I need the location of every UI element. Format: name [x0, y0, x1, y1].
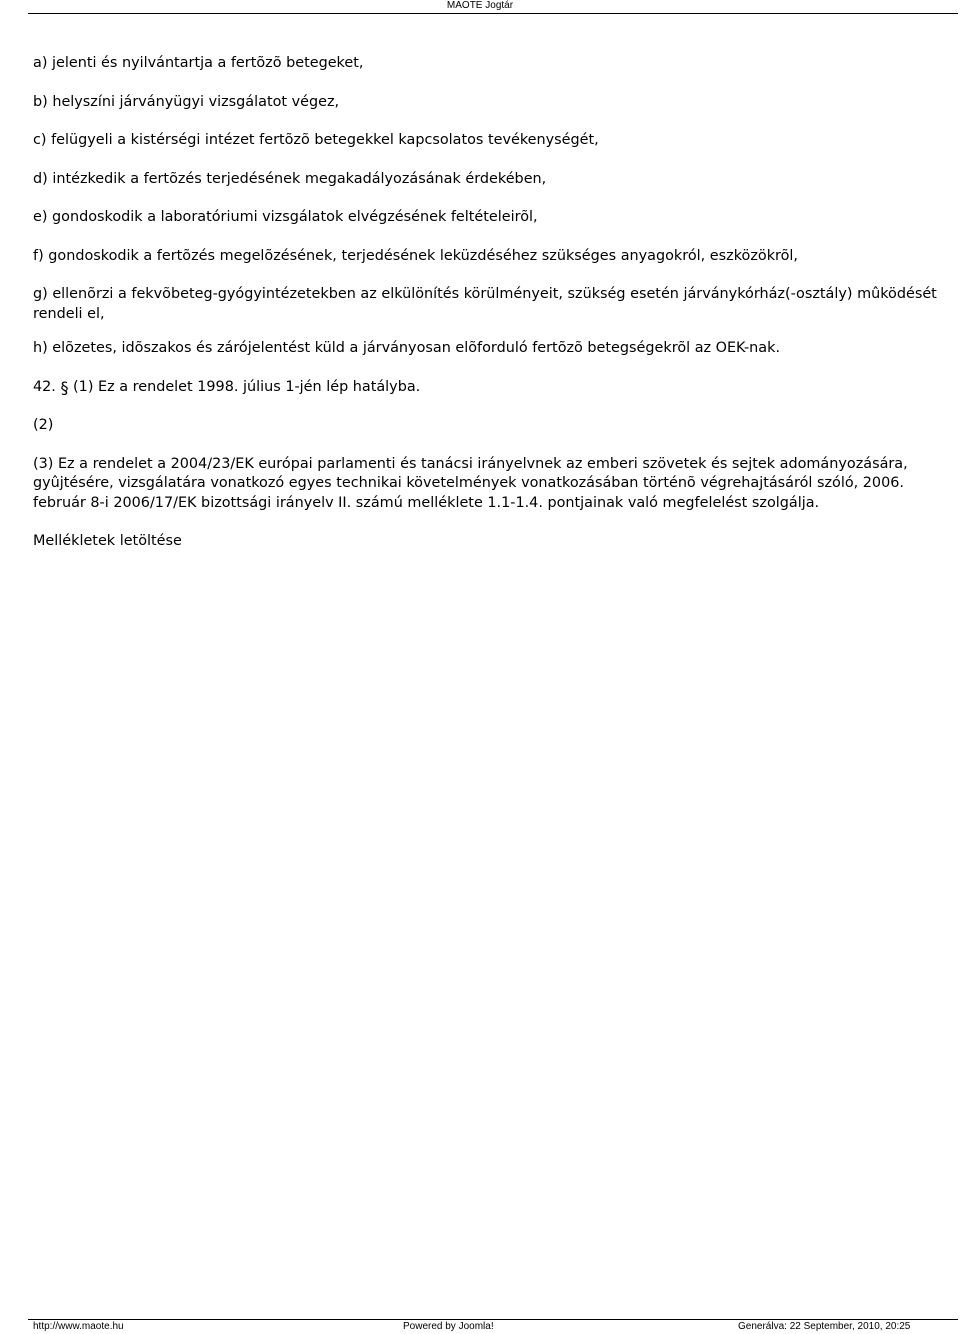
footer-generated-date: Generálva: 22 September, 2010, 20:25: [738, 1321, 911, 1332]
list-item-b: b) helyszíni járványügyi vizsgálatot végez,: [33, 93, 340, 110]
list-item-a: a) jelenti és nyilvántartja a fertõzõ betegeket,: [33, 55, 364, 71]
attachments-download-link[interactable]: Mellékletek letöltése: [33, 533, 182, 549]
list-item-h: h) elõzetes, idõszakos és zárójelentést küld a járványosan elõforduló fertõzõ betegségekrõl az OEK-nak.: [33, 340, 781, 356]
section-symbol: §: [60, 377, 69, 397]
footer-divider: [28, 1319, 958, 1320]
header-divider: [28, 13, 958, 14]
section-42: [33, 378, 958, 398]
paragraph-3: (3) Ez a rendelet a 2004/23/EK európai parlamenti és tanácsi irányelvnek az emberi szövetek és sejtek adományozására, gyûjtésére, vizsgálatára vonatkozó egyes technikai követelmények vonatkozásában történõ végrehajtásáról szóló, 2006. február 8-i 2006/17/EK bizottsági irányelv II. számú melléklete 1.1-1.4. pontjainak való megfelelést szolgálja.: [33, 455, 908, 511]
list-item-c: c) felügyeli a kistérségi intézet fertõzõ betegekkel kapcsolatos tevékenységét,: [33, 132, 599, 148]
document-body: [33, 54, 958, 552]
section-text: (1) Ez a rendelet 1998. július 1-jén lép hatályba.: [73, 378, 421, 395]
paragraph-2: (2): [33, 417, 54, 433]
footer-url-link[interactable]: http://www.maote.hu: [33, 1321, 124, 1332]
list-item-d: d) intézkedik a fertõzés terjedésének megakadályozásának érdekében,: [33, 170, 547, 187]
list-item-g: g) ellenõrzi a fekvõbeteg-gyógyintézetekben az elkülönítés körülményeit, szükség esetén járványkórház(-osztály) mûködését rendeli el,: [33, 286, 937, 322]
page-footer: [0, 1321, 960, 1333]
list-item-f: f) gondoskodik a fertõzés megelõzésének, terjedésének leküzdéséhez szükséges anyagokról, eszközökrõl,: [33, 247, 799, 264]
page-header-title: MAOTE Jogtár: [446, 0, 514, 11]
section-number: 42.: [33, 378, 56, 395]
footer-powered-by: Powered by Joomla!: [403, 1321, 494, 1332]
list-item-e: e) gondoskodik a laboratóriumi vizsgálatok elvégzésének feltételeirõl,: [33, 209, 538, 225]
